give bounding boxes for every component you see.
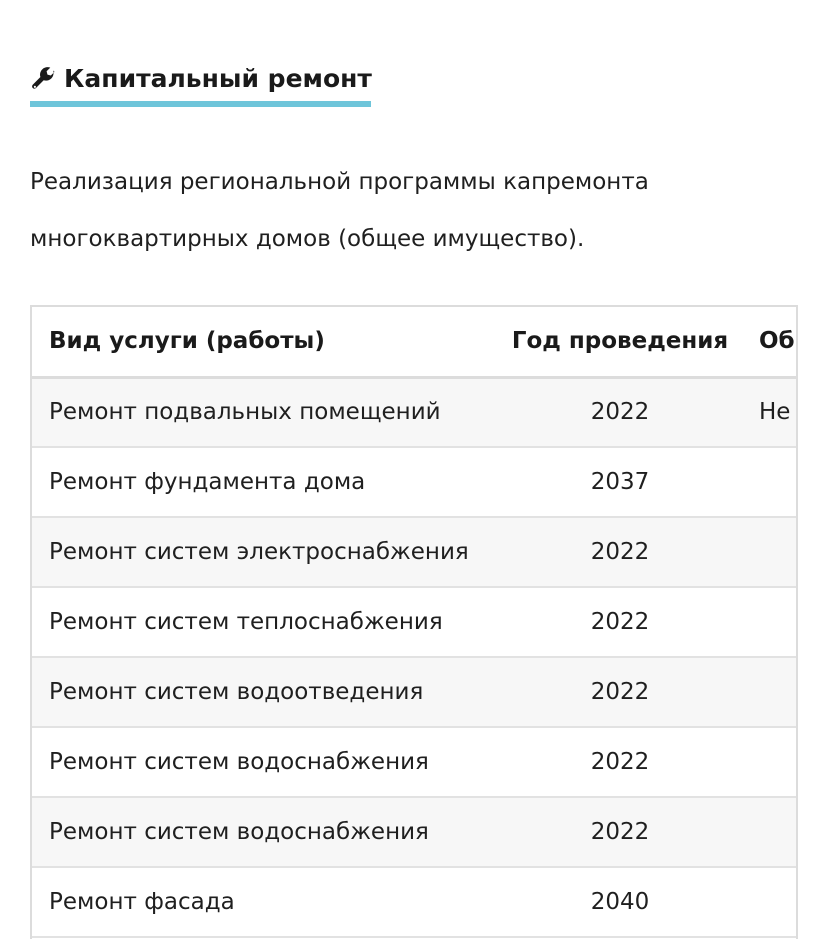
services-table-container[interactable] <box>30 305 798 939</box>
cell-year: 2040 <box>498 867 742 937</box>
cell-year: 2022 <box>498 517 742 587</box>
cell-extra <box>742 797 798 867</box>
table-row <box>32 517 798 587</box>
cell-extra: Не <box>742 377 798 447</box>
intro-line-1: Реализация региональной программы капремонта <box>30 169 649 195</box>
header-year: Год проведения <box>498 307 742 377</box>
cell-service: Ремонт систем теплоснабжения <box>32 587 498 657</box>
table-row <box>32 797 798 867</box>
cell-year: 2022 <box>498 657 742 727</box>
table-row <box>32 587 798 657</box>
cell-extra <box>742 517 798 587</box>
intro-line-2: многоквартирных домов (общее имущество). <box>30 226 585 252</box>
section-heading <box>30 56 374 100</box>
cell-extra <box>742 727 798 797</box>
cell-extra <box>742 587 798 657</box>
cell-extra <box>742 657 798 727</box>
cell-service: Ремонт фасада <box>32 867 498 937</box>
table-row <box>32 377 798 447</box>
cell-service: Ремонт систем водоснабжения <box>32 727 498 797</box>
cell-service: Ремонт систем водоотведения <box>32 657 498 727</box>
cell-year: 2022 <box>498 377 742 447</box>
table-row <box>32 657 798 727</box>
cell-year: 2022 <box>498 587 742 657</box>
header-extra: Об <box>742 307 798 377</box>
intro-text <box>30 154 750 268</box>
wrench-icon <box>30 64 58 92</box>
cell-service: Ремонт систем электроснабжения <box>32 517 498 587</box>
cell-year: 2037 <box>498 447 742 517</box>
cell-year: 2022 <box>498 727 742 797</box>
cell-service: Ремонт фундамента дома <box>32 447 498 517</box>
title-underline <box>30 101 371 107</box>
cell-service: Ремонт систем водоснабжения <box>32 797 498 867</box>
cell-extra <box>742 447 798 517</box>
cell-service: Ремонт подвальных помещений <box>32 377 498 447</box>
header-service: Вид услуги (работы) <box>32 307 498 377</box>
section-title: Капитальный ремонт <box>64 63 372 93</box>
table-row <box>32 447 798 517</box>
cell-year: 2022 <box>498 797 742 867</box>
table-header-row <box>32 307 798 377</box>
cell-extra <box>742 867 798 937</box>
services-table <box>32 307 798 938</box>
table-row <box>32 727 798 797</box>
table-row <box>32 867 798 937</box>
